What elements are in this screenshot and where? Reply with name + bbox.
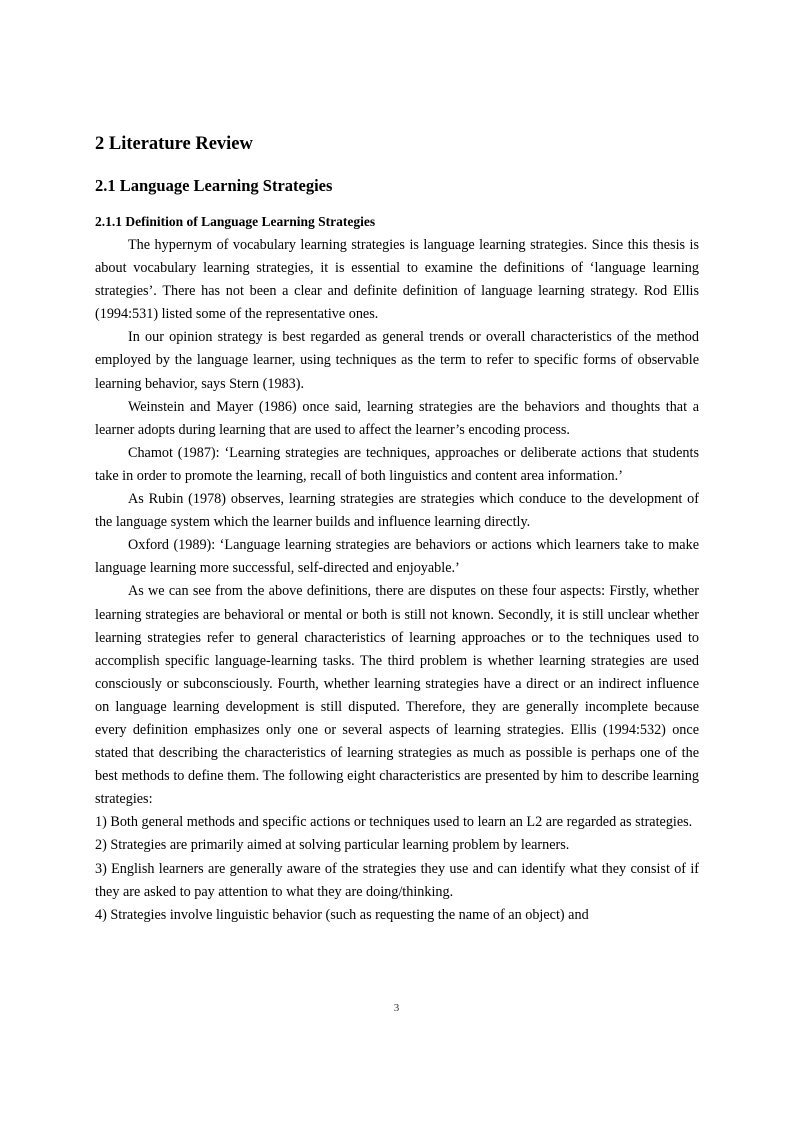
paragraph: The hypernym of vocabulary learning strategies is language learning strategies. Since this thesis is about vocabulary learning strategies, it is essential to examine the definitions of ‘language learning strategies’. There has not been a clear and definite definition of language learning strategy. Rod Ellis (1994:531) listed some of the representative ones. — [95, 237, 699, 323]
paragraph: As we can see from the above definitions, there are disputes on these four aspects: Firstly, whether learning strategies are behavioral or mental or both is still not known. Secondly, it is still unclear whether learning strategies refer to general characteristics of learning approaches or to the techniques used to accomplish specific language-learning tasks. The third problem is whether learning strategies are used consciously or subconsciously. Fourth, whether learning strategies have a direct or an indirect influence on language learning development is still disputed. Therefore, they are generally incomplete because every definition emphasizes only one or several aspects of learning strategies. Ellis (1994:532) once stated that describing the characteristics of learning strategies as much as possible is perhaps one of the best methods to define them. The following eight characteristics are presented by him to describe learning strategies: — [95, 583, 699, 808]
list-item: 3) English learners are generally aware of the strategies they use and can identify what they consist of if they are asked to pay attention to what they are doing/thinking. — [95, 860, 699, 900]
paragraph: In our opinion strategy is best regarded as general trends or overall characteristics of the method employed by the language learner, using techniques as the term to refer to specific forms of observable learning behavior, says Stern (1983). — [95, 329, 699, 392]
page-body — [95, 132, 699, 927]
chapter-title: 2 Literature Review — [95, 134, 253, 154]
paragraph: As Rubin (1978) observes, learning strategies are strategies which conduce to the development of the language system which the learner builds and influence learning directly. — [95, 491, 699, 531]
list-item: 2) Strategies are primarily aimed at solving particular learning problem by learners. — [95, 837, 570, 854]
section-title: 2.1 Language Learning Strategies — [95, 176, 333, 195]
list-item: 1) Both general methods and specific actions or techniques used to learn an L2 are regarded as strategies. — [95, 814, 693, 831]
list-item: 4) Strategies involve linguistic behavior (such as requesting the name of an object) and — [95, 906, 589, 923]
paragraph: Chamot (1987): ‘Learning strategies are techniques, approaches or deliberate actions that students take in order to promote the learning, recall of both linguistics and content area information.’ — [95, 444, 699, 484]
paragraph: Weinstein and Mayer (1986) once said, learning strategies are the behaviors and thoughts that a learner adopts during learning that are used to affect the learner’s encoding process. — [95, 398, 699, 438]
page-number: 3 — [393, 1002, 400, 1014]
subsection-title: 2.1.1 Definition of Language Learning Strategies — [95, 214, 376, 229]
paragraph: Oxford (1989): ‘Language learning strategies are behaviors or actions which learners take to make language learning more successful, self-directed and enjoyable.’ — [95, 537, 699, 577]
